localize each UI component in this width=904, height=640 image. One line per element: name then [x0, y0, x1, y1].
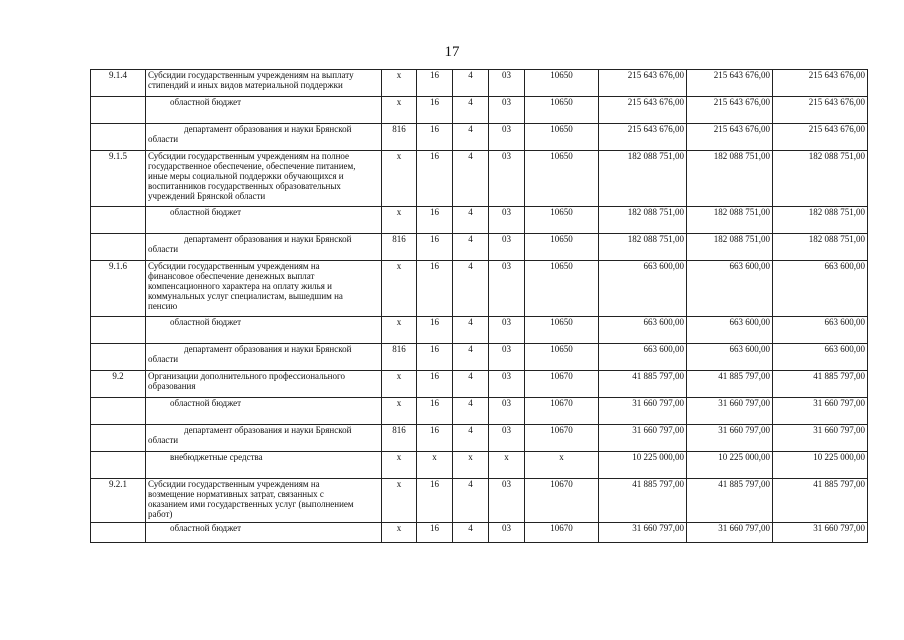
row-number-cell	[91, 124, 146, 151]
description-cell	[146, 234, 382, 261]
program-code-cell: 03	[489, 124, 525, 151]
description-line: компенсационного характера на оплату жилья и	[148, 281, 332, 291]
row-number-cell: 9.1.5	[91, 151, 146, 207]
subsection-code-cell: 4	[453, 479, 489, 523]
description-cell	[146, 425, 382, 452]
table-row	[91, 317, 868, 344]
description-line: Субсидии государственным учреждениям на	[148, 479, 320, 489]
amount-cell-1: 41 885 797,00	[599, 371, 687, 398]
table-row	[91, 151, 868, 207]
amount-cell-3: 31 660 797,00	[773, 425, 868, 452]
description-line: департамент образования и науки Брянской	[184, 425, 352, 435]
amount-cell-1: 10 225 000,00	[599, 452, 687, 479]
description-line: стипендий и иных видов материальной поддержки	[148, 80, 343, 90]
table-row	[91, 452, 868, 479]
description-line: финансовое обеспечение денежных выплат	[148, 271, 315, 281]
description-cell	[146, 151, 382, 207]
table-row	[91, 371, 868, 398]
description-line: областной бюджет	[170, 207, 242, 217]
admin-code-cell: 816	[382, 124, 417, 151]
amount-cell-2: 663 600,00	[687, 317, 773, 344]
target-code-cell: 10650	[525, 70, 599, 97]
description-cell	[146, 207, 382, 234]
description-cell	[146, 479, 382, 523]
section-code-cell: 16	[417, 70, 453, 97]
table-row	[91, 234, 868, 261]
amount-cell-2: 663 600,00	[687, 261, 773, 317]
row-number-cell	[91, 97, 146, 124]
amount-cell-1: 663 600,00	[599, 344, 687, 371]
description-line: оказанием ими государственных услуг (выполнением	[148, 499, 354, 509]
target-code-cell: 10650	[525, 261, 599, 317]
admin-code-cell: х	[382, 479, 417, 523]
subsection-code-cell: 4	[453, 425, 489, 452]
row-number-cell: 9.1.4	[91, 70, 146, 97]
target-code-cell: 10670	[525, 425, 599, 452]
section-code-cell: 16	[417, 398, 453, 425]
program-code-cell: 03	[489, 97, 525, 124]
admin-code-cell: 816	[382, 344, 417, 371]
admin-code-cell: 816	[382, 425, 417, 452]
description-line: областной бюджет	[170, 317, 242, 327]
description-line: области	[148, 354, 179, 364]
amount-cell-1: 215 643 676,00	[599, 97, 687, 124]
amount-cell-2: 41 885 797,00	[687, 479, 773, 523]
amount-cell-1: 663 600,00	[599, 261, 687, 317]
table-body	[91, 70, 868, 543]
subsection-code-cell: 4	[453, 234, 489, 261]
admin-code-cell: х	[382, 523, 417, 543]
amount-cell-3: 10 225 000,00	[773, 452, 868, 479]
program-code-cell: 03	[489, 70, 525, 97]
amount-cell-3: 182 088 751,00	[773, 151, 868, 207]
amount-cell-2: 215 643 676,00	[687, 124, 773, 151]
description-line: департамент образования и науки Брянской	[184, 234, 352, 244]
target-code-cell: 10650	[525, 207, 599, 234]
admin-code-cell: х	[382, 70, 417, 97]
target-code-cell: 10670	[525, 523, 599, 543]
amount-cell-1: 182 088 751,00	[599, 151, 687, 207]
admin-code-cell: х	[382, 371, 417, 398]
amount-cell-2: 10 225 000,00	[687, 452, 773, 479]
row-number-cell: 9.1.6	[91, 261, 146, 317]
description-cell	[146, 97, 382, 124]
program-code-cell: 03	[489, 523, 525, 543]
program-code-cell: 03	[489, 261, 525, 317]
program-code-cell: 03	[489, 151, 525, 207]
row-number-cell: 9.2.1	[91, 479, 146, 523]
amount-cell-1: 31 660 797,00	[599, 523, 687, 543]
description-line: образования	[148, 381, 196, 391]
row-number-cell	[91, 234, 146, 261]
admin-code-cell: х	[382, 97, 417, 124]
admin-code-cell: х	[382, 207, 417, 234]
table-row	[91, 207, 868, 234]
amount-cell-2: 31 660 797,00	[687, 398, 773, 425]
admin-code-cell: 816	[382, 234, 417, 261]
subsection-code-cell: 4	[453, 317, 489, 344]
description-cell	[146, 261, 382, 317]
description-line: областной бюджет	[170, 97, 242, 107]
amount-cell-3: 31 660 797,00	[773, 398, 868, 425]
description-line: Субсидии государственным учреждениям на полное	[148, 151, 350, 161]
amount-cell-2: 215 643 676,00	[687, 97, 773, 124]
section-code-cell: 16	[417, 371, 453, 398]
table-row	[91, 523, 868, 543]
subsection-code-cell: 4	[453, 207, 489, 234]
admin-code-cell: х	[382, 398, 417, 425]
table-row	[91, 479, 868, 523]
description-cell	[146, 398, 382, 425]
description-line: Субсидии государственным учреждениям на	[148, 261, 320, 271]
amount-cell-3: 663 600,00	[773, 317, 868, 344]
subsection-code-cell: 4	[453, 124, 489, 151]
row-number-cell	[91, 523, 146, 543]
row-number-cell	[91, 398, 146, 425]
section-code-cell: 16	[417, 261, 453, 317]
section-code-cell: 16	[417, 124, 453, 151]
table-row	[91, 97, 868, 124]
amount-cell-3: 41 885 797,00	[773, 479, 868, 523]
table-row	[91, 70, 868, 97]
description-line: областной бюджет	[170, 398, 242, 408]
subsection-code-cell: х	[453, 452, 489, 479]
amount-cell-1: 182 088 751,00	[599, 207, 687, 234]
amount-cell-3: 41 885 797,00	[773, 371, 868, 398]
amount-cell-3: 182 088 751,00	[773, 207, 868, 234]
table-row	[91, 344, 868, 371]
description-cell	[146, 344, 382, 371]
amount-cell-1: 31 660 797,00	[599, 398, 687, 425]
program-code-cell: 03	[489, 234, 525, 261]
table-row	[91, 124, 868, 151]
amount-cell-3: 31 660 797,00	[773, 523, 868, 543]
section-code-cell: х	[417, 452, 453, 479]
table-row	[91, 261, 868, 317]
description-line: департамент образования и науки Брянской	[184, 124, 352, 134]
description-line: возмещение нормативных затрат, связанных с	[148, 489, 324, 499]
description-cell	[146, 317, 382, 344]
target-code-cell: 10650	[525, 234, 599, 261]
amount-cell-3: 215 643 676,00	[773, 124, 868, 151]
admin-code-cell: х	[382, 261, 417, 317]
amount-cell-2: 215 643 676,00	[687, 70, 773, 97]
table-row	[91, 425, 868, 452]
description-line: пенсию	[148, 301, 178, 311]
program-code-cell: 03	[489, 425, 525, 452]
program-code-cell: 03	[489, 479, 525, 523]
amount-cell-2: 182 088 751,00	[687, 151, 773, 207]
amount-cell-1: 41 885 797,00	[599, 479, 687, 523]
section-code-cell: 16	[417, 317, 453, 344]
subsection-code-cell: 4	[453, 523, 489, 543]
amount-cell-1: 663 600,00	[599, 317, 687, 344]
section-code-cell: 16	[417, 523, 453, 543]
table-row	[91, 398, 868, 425]
description-cell	[146, 371, 382, 398]
admin-code-cell: х	[382, 317, 417, 344]
subsection-code-cell: 4	[453, 151, 489, 207]
row-number-cell	[91, 317, 146, 344]
row-number-cell: 9.2	[91, 371, 146, 398]
description-cell	[146, 124, 382, 151]
description-line: области	[148, 244, 179, 254]
amount-cell-2: 31 660 797,00	[687, 425, 773, 452]
row-number-cell	[91, 344, 146, 371]
description-line: государственное обеспечение, обеспечение питанием,	[148, 161, 356, 171]
target-code-cell: 10670	[525, 371, 599, 398]
section-code-cell: 16	[417, 151, 453, 207]
subsection-code-cell: 4	[453, 70, 489, 97]
description-line: Субсидии государственным учреждениям на выплату	[148, 70, 354, 80]
program-code-cell: 03	[489, 398, 525, 425]
target-code-cell: 10650	[525, 97, 599, 124]
amount-cell-2: 182 088 751,00	[687, 234, 773, 261]
description-cell	[146, 452, 382, 479]
page-number: 17	[444, 44, 460, 60]
subsection-code-cell: 4	[453, 344, 489, 371]
subsection-code-cell: 4	[453, 261, 489, 317]
target-code-cell: 10650	[525, 317, 599, 344]
description-line: работ)	[148, 509, 173, 519]
section-code-cell: 16	[417, 207, 453, 234]
section-code-cell: 16	[417, 97, 453, 124]
amount-cell-1: 31 660 797,00	[599, 425, 687, 452]
description-line: области	[148, 435, 179, 445]
row-number-cell	[91, 207, 146, 234]
target-code-cell: х	[525, 452, 599, 479]
description-line: Организации дополнительного профессионального	[148, 371, 345, 381]
description-line: воспитанников государственных образовательных	[148, 181, 341, 191]
amount-cell-2: 663 600,00	[687, 344, 773, 371]
description-line: внебюджетные средства	[170, 452, 263, 462]
amount-cell-3: 215 643 676,00	[773, 70, 868, 97]
amount-cell-2: 41 885 797,00	[687, 371, 773, 398]
target-code-cell: 10650	[525, 151, 599, 207]
program-code-cell: 03	[489, 317, 525, 344]
section-code-cell: 16	[417, 479, 453, 523]
amount-cell-1: 182 088 751,00	[599, 234, 687, 261]
row-number-cell	[91, 425, 146, 452]
program-code-cell: 03	[489, 344, 525, 371]
description-line: коммунальных услуг специалистам, вышедшим на	[148, 291, 343, 301]
subsection-code-cell: 4	[453, 371, 489, 398]
program-code-cell: 03	[489, 207, 525, 234]
section-code-cell: 16	[417, 425, 453, 452]
description-line: областной бюджет	[170, 523, 242, 533]
admin-code-cell: х	[382, 452, 417, 479]
admin-code-cell: х	[382, 151, 417, 207]
program-code-cell: х	[489, 452, 525, 479]
row-number-cell	[91, 452, 146, 479]
description-line: департамент образования и науки Брянской	[184, 344, 352, 354]
section-code-cell: 16	[417, 344, 453, 371]
program-code-cell: 03	[489, 371, 525, 398]
target-code-cell: 10670	[525, 479, 599, 523]
section-code-cell: 16	[417, 234, 453, 261]
description-cell	[146, 523, 382, 543]
description-line: учреждений Брянской области	[148, 191, 266, 201]
target-code-cell: 10650	[525, 344, 599, 371]
amount-cell-2: 182 088 751,00	[687, 207, 773, 234]
target-code-cell: 10670	[525, 398, 599, 425]
description-line: области	[148, 134, 179, 144]
subsection-code-cell: 4	[453, 97, 489, 124]
subsection-code-cell: 4	[453, 398, 489, 425]
amount-cell-1: 215 643 676,00	[599, 70, 687, 97]
amount-cell-3: 182 088 751,00	[773, 234, 868, 261]
amount-cell-1: 215 643 676,00	[599, 124, 687, 151]
amount-cell-2: 31 660 797,00	[687, 523, 773, 543]
budget-table	[90, 69, 868, 543]
description-cell	[146, 70, 382, 97]
description-line: иные меры социальной поддержки обучающихся и	[148, 171, 344, 181]
amount-cell-3: 663 600,00	[773, 261, 868, 317]
target-code-cell: 10650	[525, 124, 599, 151]
amount-cell-3: 663 600,00	[773, 344, 868, 371]
amount-cell-3: 215 643 676,00	[773, 97, 868, 124]
